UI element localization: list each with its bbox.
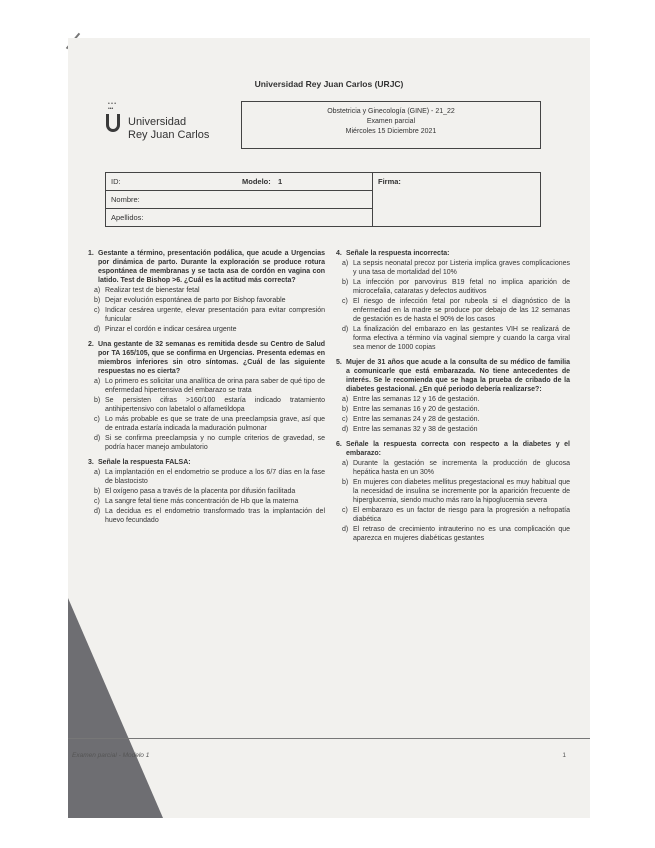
question-5 — [336, 358, 570, 434]
option-text: En mujeres con diabetes mellitus pregestacional es muy habitual que la necesidad de insulina se incremente por la aparición frecuente de hiperglucemia, siendo mucho más raro la hipoglucemia severa — [353, 479, 570, 504]
student-info-box — [105, 172, 541, 227]
option-letter: a) — [342, 396, 349, 403]
option-letter: d) — [342, 326, 349, 333]
option-text: Dejar evolución espontánea de parto por Bishop favorable — [105, 297, 286, 304]
option-text: El riesgo de infección fetal por rubeola si el diagnóstico de la enfermedad en la madre se produce por debajo de las 12 semanas de gestación es de hasta el 90% de los casos — [353, 298, 570, 323]
option-letter: c) — [342, 298, 348, 305]
model-value: 1 — [278, 177, 283, 186]
question-stem: Mujer de 31 años que acude a la consulta de su médico de familia a comunicarle que está embarazada. No tiene antecedentes de interés. Se le recomienda que se haga la prueba de cribado de la diabetes gestacional. ¿En qué periodo debería realizarse?: — [346, 359, 570, 393]
question-number: 4. — [336, 250, 342, 257]
option-text: Pinzar el cordón e indicar cesárea urgente — [105, 326, 237, 333]
option-letter: c) — [94, 307, 100, 314]
option-letter: b) — [342, 279, 349, 286]
option-letter: c) — [342, 416, 348, 423]
option-text: El embarazo es un factor de riesgo para la progresión a nefropatía diabética — [353, 507, 570, 523]
option-text: La infección por parvovirus B19 fetal no implica aparición de microcefalia, cataratas y defectos auditivos — [353, 279, 570, 295]
question-4 — [336, 249, 570, 352]
question-stem: Una gestante de 32 semanas es remitida desde su Centro de Salud por TA 165/105, que se confirma en Urgencias. Presenta edemas en miembros inferiores sin otro síntomas. ¿Cuál de las siguiente respuestas no es cierta? — [98, 341, 325, 375]
question-number: 2. — [88, 341, 94, 348]
logo-dots-icon: • • • ••• — [108, 101, 117, 112]
course-name: Obstetricia y Ginecología (GINE) - 21_22 — [327, 108, 455, 115]
footer-label: Examen parcial - Modelo 1 — [72, 752, 150, 759]
option-letter: b) — [94, 297, 101, 304]
question-2 — [88, 340, 325, 452]
option-text: El oxígeno pasa a través de la placenta por difusión facilitada — [105, 488, 296, 495]
option-text: La finalización del embarazo en las gestantes VIH se realizará de forma efectiva a término vía vaginal siempre y cuando la carga viral sea menor de 1000 copias — [353, 326, 570, 351]
question-number: 5. — [336, 359, 342, 366]
option-letter: c) — [342, 507, 348, 514]
option-letter: a) — [94, 287, 101, 294]
option-letter: d) — [342, 426, 349, 433]
option-letter: b) — [94, 397, 101, 404]
question-stem: Señale la respuesta FALSA: — [98, 459, 191, 466]
option-letter: c) — [94, 498, 100, 505]
option-text: Entre las semanas 24 y 28 de gestación. — [353, 416, 480, 423]
question-3 — [88, 458, 325, 525]
model-label: Modelo: — [242, 177, 271, 186]
option-text: La sangre fetal tiene más concentración de Hb que la materna — [105, 498, 299, 505]
option-text: Lo primero es solicitar una analítica de orina para saber de qué tipo de enfermedad hipertensiva del embarazo se trata — [105, 378, 325, 394]
exam-type: Examen parcial — [366, 118, 416, 125]
option-text: La implantación en el endometrio se produce a los 6/7 días en la fase de blastocisto — [105, 469, 325, 485]
question-6 — [336, 440, 570, 543]
name-label: Nombre: — [111, 195, 140, 204]
id-row — [106, 173, 372, 191]
option-letter: b) — [94, 488, 101, 495]
option-text: Entre las semanas 32 y 38 de gestación — [353, 426, 478, 433]
option-text: Realizar test de bienestar fetal — [105, 287, 200, 294]
option-letter: b) — [342, 479, 349, 486]
option-text: Lo más probable es que se trate de una preeclampsia grave, así que de entrada estaría indicada la maduración pulmonar — [105, 416, 325, 432]
question-stem: Señale la respuesta correcta con respecto a la diabetes y el embarazo: — [346, 441, 570, 457]
footer-divider — [68, 738, 590, 739]
option-letter: a) — [94, 469, 101, 476]
option-text: La decidua es el endometrio transformado tras la implantación del huevo fecundado — [105, 508, 325, 524]
question-number: 1. — [88, 250, 94, 257]
question-stem: Gestante a término, presentación podálica, que acude a Urgencias por dinámica de parto. Durante la exploración se produce rotura espontánea de membranas y se tacta asa de cordón en vagina con latido. Test de Bishop >6. ¿Cuál es la actitud más correcta? — [98, 250, 325, 284]
surname-row — [106, 209, 372, 227]
surname-label: Apellidos: — [111, 213, 144, 222]
option-letter: a) — [342, 260, 349, 267]
university-title: Universidad Rey Juan Carlos (URJC) — [254, 79, 404, 89]
option-letter: d) — [94, 435, 101, 442]
question-number: 6. — [336, 441, 342, 448]
questions-right-column — [336, 249, 570, 549]
question-stem: Señale la respuesta incorrecta: — [346, 250, 450, 257]
option-text: Indicar cesárea urgente, elevar presentación para evitar compresión funicular — [105, 307, 325, 323]
option-text: Entre las semanas 12 y 16 de gestación. — [353, 396, 480, 403]
questions-left-column — [88, 249, 325, 531]
page-shadow — [68, 598, 163, 818]
question-number: 3. — [88, 459, 94, 466]
option-letter: a) — [342, 460, 349, 467]
logo-line-2: Rey Juan Carlos — [128, 129, 210, 141]
option-text: Si se confirma preeclampsia y no cumple criterios de gravedad, se podría hacer manejo ambulatorio — [105, 435, 325, 451]
option-letter: d) — [94, 508, 101, 515]
option-letter: b) — [342, 406, 349, 413]
option-letter: d) — [342, 526, 349, 533]
option-text: La sepsis neonatal precoz por Listeria implica graves complicaciones y una tasa de mortalidad del 10% — [353, 260, 570, 276]
logo-u-icon — [106, 114, 120, 132]
option-text: El retraso de crecimiento intrauterino no es una complicación que aparezca en mujeres diabéticas gestantes — [353, 526, 570, 542]
question-1 — [88, 249, 325, 334]
signature-label: Firma: — [378, 177, 401, 186]
exam-date: Miércoles 15 Diciembre 2021 — [345, 128, 437, 135]
page-number: 1 — [562, 752, 566, 759]
option-letter: d) — [94, 326, 101, 333]
signature-field — [372, 173, 541, 226]
option-text: Entre las semanas 16 y 20 de gestación. — [353, 406, 480, 413]
option-letter: a) — [94, 378, 101, 385]
course-info-box — [241, 101, 541, 149]
university-logo — [106, 102, 226, 152]
name-row — [106, 191, 372, 209]
option-text: Durante la gestación se incrementa la producción de glucosa hepática hasta en un 30% — [353, 460, 570, 476]
option-text: Se persisten cifras >160/100 estaría indicado tratamiento antihipertensivo con labetalol o alfametildopa — [105, 397, 325, 413]
id-label: ID: — [111, 177, 121, 186]
exam-page — [68, 38, 590, 818]
logo-line-1: Universidad — [128, 116, 187, 128]
option-letter: c) — [94, 416, 100, 423]
